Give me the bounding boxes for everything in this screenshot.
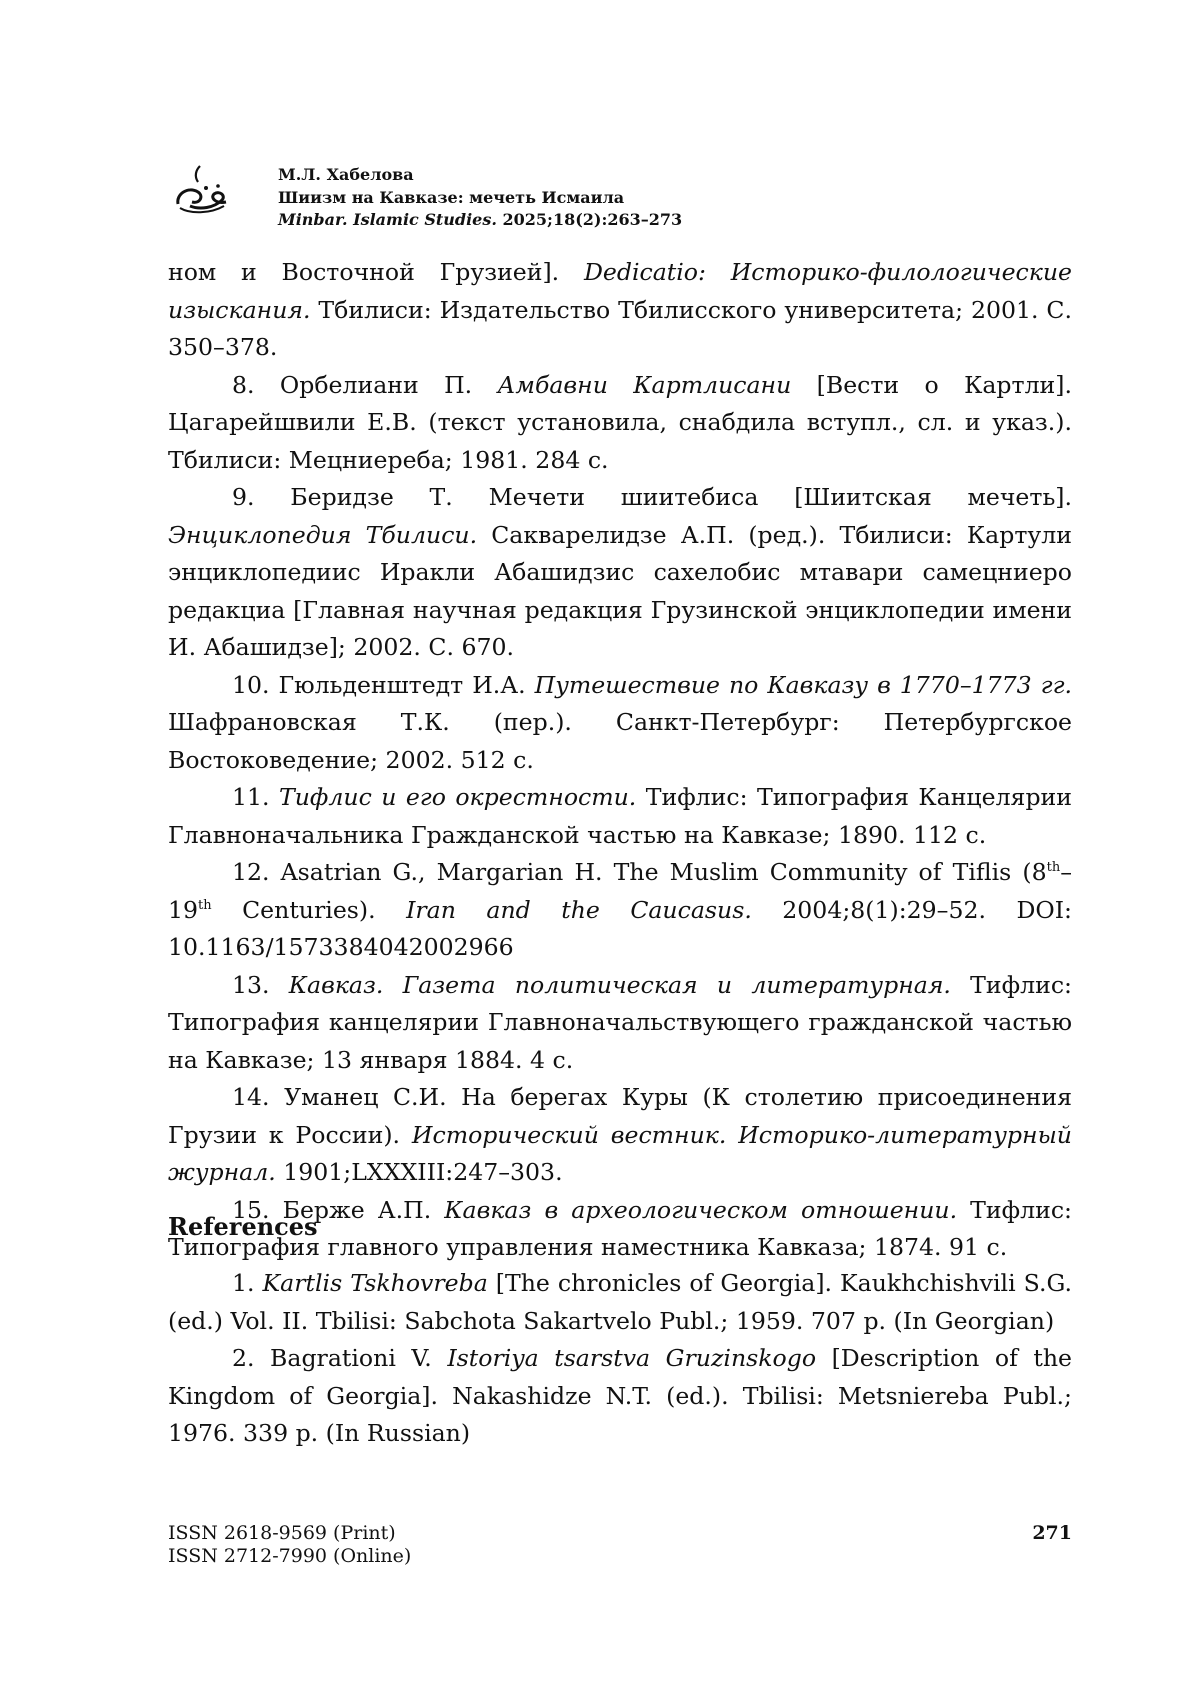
reference-entry-15: 15. Берже А.П. Кавказ в археологическом отношении. Тифлис: Типография главного управления наместника Кавказа; 1874. 91 с. bbox=[168, 1192, 1072, 1267]
header-citation bbox=[278, 209, 682, 232]
running-header bbox=[278, 164, 682, 232]
reference-entry-7-continued: ном и Восточной Грузией]. Dedicatio: Историко-филологические изыскания. Тбилиси: Издательство Тбилисского университета; 2001. С. 350–378. bbox=[168, 254, 1072, 367]
header-author: М.Л. Хабелова bbox=[278, 164, 682, 187]
english-reference-1: 1. Kartlis Tskhovreba [The chronicles of Georgia]. Kaukhchishvili S.G. (ed.) Vol. II. Tbilisi: Sabchota Sakartvelo Publ.; 1959. 707 p. (In Georgian) bbox=[168, 1265, 1072, 1340]
issn-online: ISSN 2712-7990 (Online) bbox=[168, 1545, 411, 1568]
reference-list-russian bbox=[168, 254, 1072, 1267]
reference-list-english bbox=[168, 1265, 1072, 1453]
reference-entry-13: 13. Кавказ. Газета политическая и литературная. Тифлис: Типография канцелярии Главноначальствующего гражданской частью на Кавказе; 13 января 1884. 4 с. bbox=[168, 967, 1072, 1080]
header-title: Шиизм на Кавказе: мечеть Исмаила bbox=[278, 187, 682, 210]
reference-entry-14: 14. Уманец С.И. На берегах Куры (К столетию присоединения Грузии к России). Исторический вестник. Историко-литературный журнал. 1901;LXXXIII:247–303. bbox=[168, 1079, 1072, 1192]
reference-entry-8: 8. Орбелиани П. Амбавни Картлисани [Вести о Картли]. Цагарейшвили Е.В. (текст установила, снабдила вступл., сл. и указ.). Тбилиси: Мецниереба; 1981. 284 с. bbox=[168, 367, 1072, 480]
reference-entry-9: 9. Беридзе Т. Мечети шиитебиса [Шиитская мечеть]. Энциклопедия Тбилиси. Сакварелидзе А.П. (ред.). Тбилиси: Картули энциклопедиис Иракли Абашидзис сахелобис мтавари самецниеро редакциа [Главная научная редакция Грузинской энциклопедии имени И. Абашидзе]; 2002. С. 670. bbox=[168, 479, 1072, 667]
references-heading: References bbox=[168, 1212, 318, 1241]
english-reference-2: 2. Bagrationi V. Istoriya tsarstva Gruzinskogo [Description of the Kingdom of Georgia]. Nakashidze N.T. (ed.). Tbilisi: Metsniereba Publ.; 1976. 339 p. (In Russian) bbox=[168, 1340, 1072, 1453]
reference-entry-11: 11. Тифлис и его окрестности. Тифлис: Типография Канцелярии Главноначальника Гражданской частью на Кавказе; 1890. 112 с. bbox=[168, 779, 1072, 854]
issn-print: ISSN 2618-9569 (Print) bbox=[168, 1522, 411, 1545]
reference-entry-10: 10. Гюльденштедт И.А. Путешествие по Кавказу в 1770–1773 гг. Шафрановская Т.К. (пер.). Санкт-Петербург: Петербургское Востоковедение; 2002. 512 с. bbox=[168, 667, 1072, 780]
document-page bbox=[0, 0, 1200, 1701]
journal-logo-calligraphy-icon bbox=[170, 160, 232, 222]
issn-block bbox=[168, 1522, 411, 1568]
reference-entry-12: 12. Asatrian G., Margarian H. The Muslim Community of Tiflis (8th–19th Centuries). Iran and the Caucasus. 2004;8(1):29–52. DOI: 10.1163/1573384042002966 bbox=[168, 854, 1072, 967]
journal-volume: 2025;18(2):263–273 bbox=[497, 210, 682, 229]
journal-name: Minbar. Islamic Studies. bbox=[278, 210, 497, 229]
page-number: 271 bbox=[1032, 1522, 1072, 1544]
